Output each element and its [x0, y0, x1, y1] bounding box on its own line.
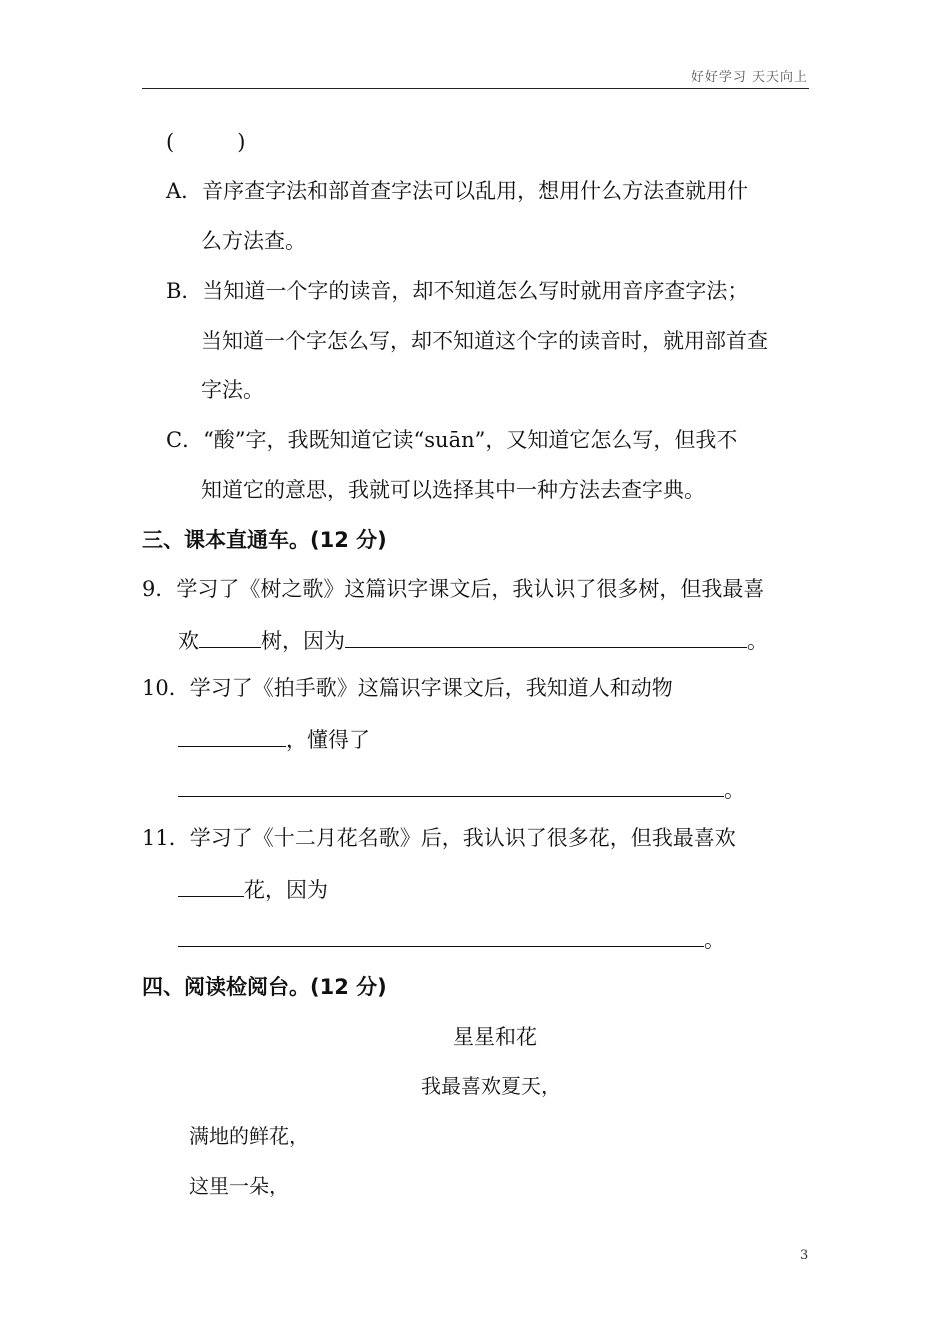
option-c-line1: C．“酸”字，我既知道它读“suān”，又知道它怎么写，但我不: [166, 428, 738, 452]
question-10-end: 。: [724, 778, 745, 802]
poem-line-2: 满地的鲜花，: [189, 1124, 309, 1148]
question-11-end: 。: [704, 928, 725, 952]
tree-name-blank[interactable]: [199, 629, 261, 648]
tree-reason-blank[interactable]: [345, 629, 747, 648]
header-slogan: 好好学习 天天向上: [690, 70, 808, 85]
question-9-line1: 9．学习了《树之歌》这篇识字课文后，我认识了很多树，但我最喜: [142, 577, 765, 601]
header-divider: [142, 88, 809, 89]
option-b-line3: 字法。: [201, 378, 264, 402]
option-b-line1: B．当知道一个字的读音，却不知道怎么写时就用音序查字法；: [166, 279, 749, 303]
question-9-pre: 欢: [178, 629, 199, 653]
section-3-heading: 三、课本直通车。(12 分): [142, 528, 387, 552]
question-9-line2: [178, 629, 768, 652]
question-11-line3: [178, 928, 725, 951]
option-c-line2: 知道它的意思，我就可以选择其中一种方法去查字典。: [201, 478, 705, 502]
poem-title: 星星和花: [453, 1025, 537, 1049]
option-a-line1: A．音序查字法和部首查字法可以乱用，想用什么方法查就用什: [166, 179, 749, 203]
question-9-mid: 树，因为: [261, 629, 345, 653]
flower-reason-blank[interactable]: [178, 928, 704, 947]
page-number: 3: [800, 1248, 809, 1263]
animal-blank[interactable]: [178, 728, 286, 747]
question-11-line2: [178, 878, 328, 901]
option-b-line2: 当知道一个字怎么写，却不知道这个字的读音时，就用部首查: [201, 329, 768, 353]
answer-parentheses: ( ): [166, 130, 246, 154]
question-10-line2: [178, 728, 370, 751]
question-9-end: 。: [747, 629, 768, 653]
poem-line-3: 这里一朵，: [189, 1174, 289, 1198]
question-11-line1: 11．学习了《十二月花名歌》后，我认识了很多花，但我最喜欢: [142, 826, 736, 850]
question-11-mid: 花，因为: [244, 878, 328, 902]
option-a-line2: 么方法查。: [201, 229, 306, 253]
learned-blank[interactable]: [178, 778, 724, 797]
section-4-heading: 四、阅读检阅台。(12 分): [142, 975, 387, 999]
poem-line-1: 我最喜欢夏天，: [421, 1074, 561, 1098]
question-10-line1: 10．学习了《拍手歌》这篇识字课文后，我知道人和动物: [142, 676, 673, 700]
flower-name-blank[interactable]: [178, 878, 244, 897]
question-10-line3: [178, 778, 745, 801]
question-10-mid: ，懂得了: [286, 728, 370, 752]
